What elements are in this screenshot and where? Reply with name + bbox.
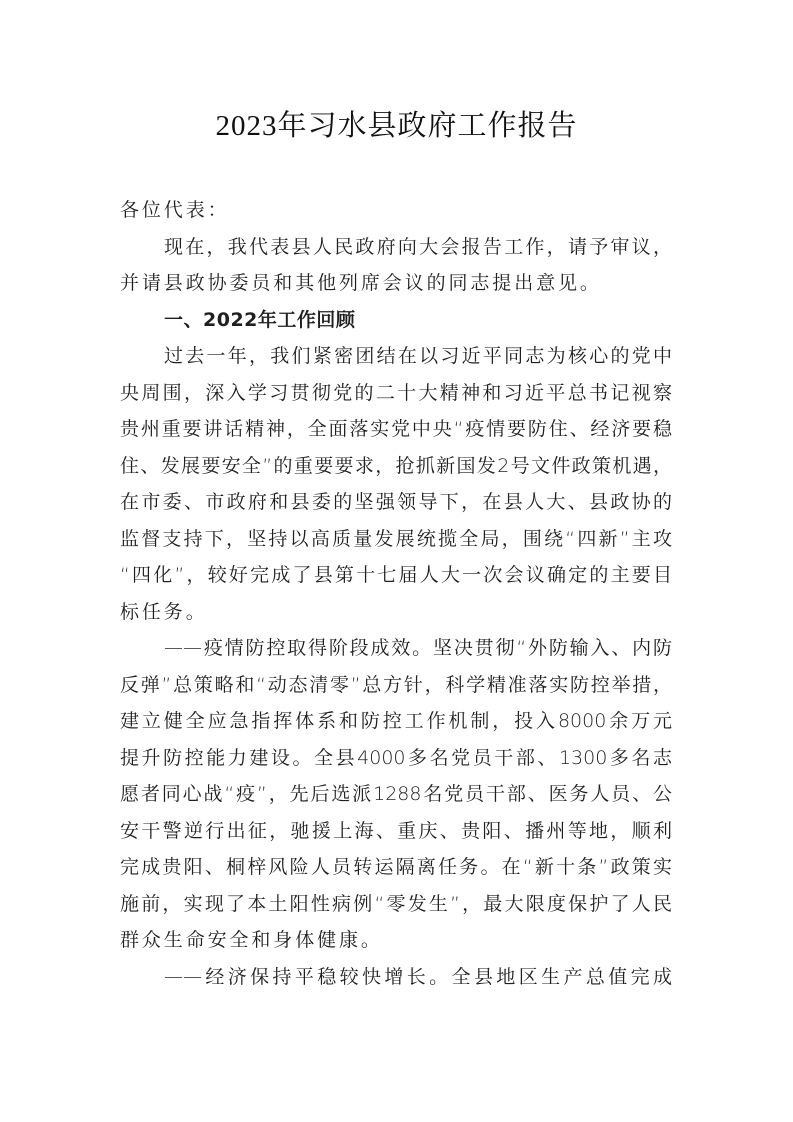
paragraph-line: 贵州重要讲话精神，全面落实党中央“疫情要防住、经济要稳 xyxy=(120,418,672,440)
intro-line: 并请县政协委员和其他列席会议的同志提出意见。 xyxy=(120,272,602,294)
paragraph-line: 完成贵阳、桐梓风险人员转运隔离任务。在“新十条”政策实 xyxy=(120,856,672,878)
paragraph-line: “四化”，较好完成了县第十七届人大一次会议确定的主要目 xyxy=(120,564,672,586)
paragraph-line: 施前，实现了本土阳性病例“零发生”，最大限度保护了人民 xyxy=(120,892,672,915)
paragraph-line: ——疫情防控取得阶段成效。坚决贯彻“外防输入、内防 xyxy=(164,637,672,659)
document-title: 2023年习水县政府工作报告 xyxy=(215,110,578,142)
paragraph-line: 过去一年，我们紧密团结在以习近平同志为核心的党中 xyxy=(164,345,672,367)
paragraph-line: 提升防控能力建设。全县4000多名党员干部、1300多名志 xyxy=(120,746,672,769)
intro-line: 现在，我代表县人民政府向大会报告工作，请予审议， xyxy=(164,235,672,258)
section-heading: 一、2022年工作回顾 xyxy=(164,308,356,331)
salutation: 各位代表： xyxy=(120,199,230,221)
paragraph-line: 安干警逆行出征，驰援上海、重庆、贵阳、播州等地，顺利 xyxy=(120,819,672,842)
paragraph-line: 建立健全应急指挥体系和防控工作机制，投入8000余万元 xyxy=(120,710,672,732)
paragraph-line: 标任务。 xyxy=(120,600,208,623)
paragraph-line: 愿者同心战“疫”，先后选派1288名党员干部、医务人员、公 xyxy=(120,783,672,805)
paragraph-line: 在市委、市政府和县委的坚强领导下，在县人大、县政协的 xyxy=(120,491,672,513)
paragraph-line: 央周围，深入学习贯彻党的二十大精神和习近平总书记视察 xyxy=(120,381,672,404)
paragraph-line: 反弹”总策略和“动态清零”总方针，科学精准落实防控举措， xyxy=(120,673,672,696)
paragraph-line: 监督支持下，坚持以高质量发展统揽全局，围绕“四新”主攻 xyxy=(120,527,672,550)
paragraph-line: 群众生命安全和身体健康。 xyxy=(120,929,383,951)
document-body xyxy=(120,192,672,995)
paragraph-line: 住、发展要安全”的重要要求，抢抓新国发2号文件政策机遇， xyxy=(120,454,672,477)
paragraph-line: ——经济保持平稳较快增长。全县地区生产总值完成 xyxy=(164,965,672,988)
